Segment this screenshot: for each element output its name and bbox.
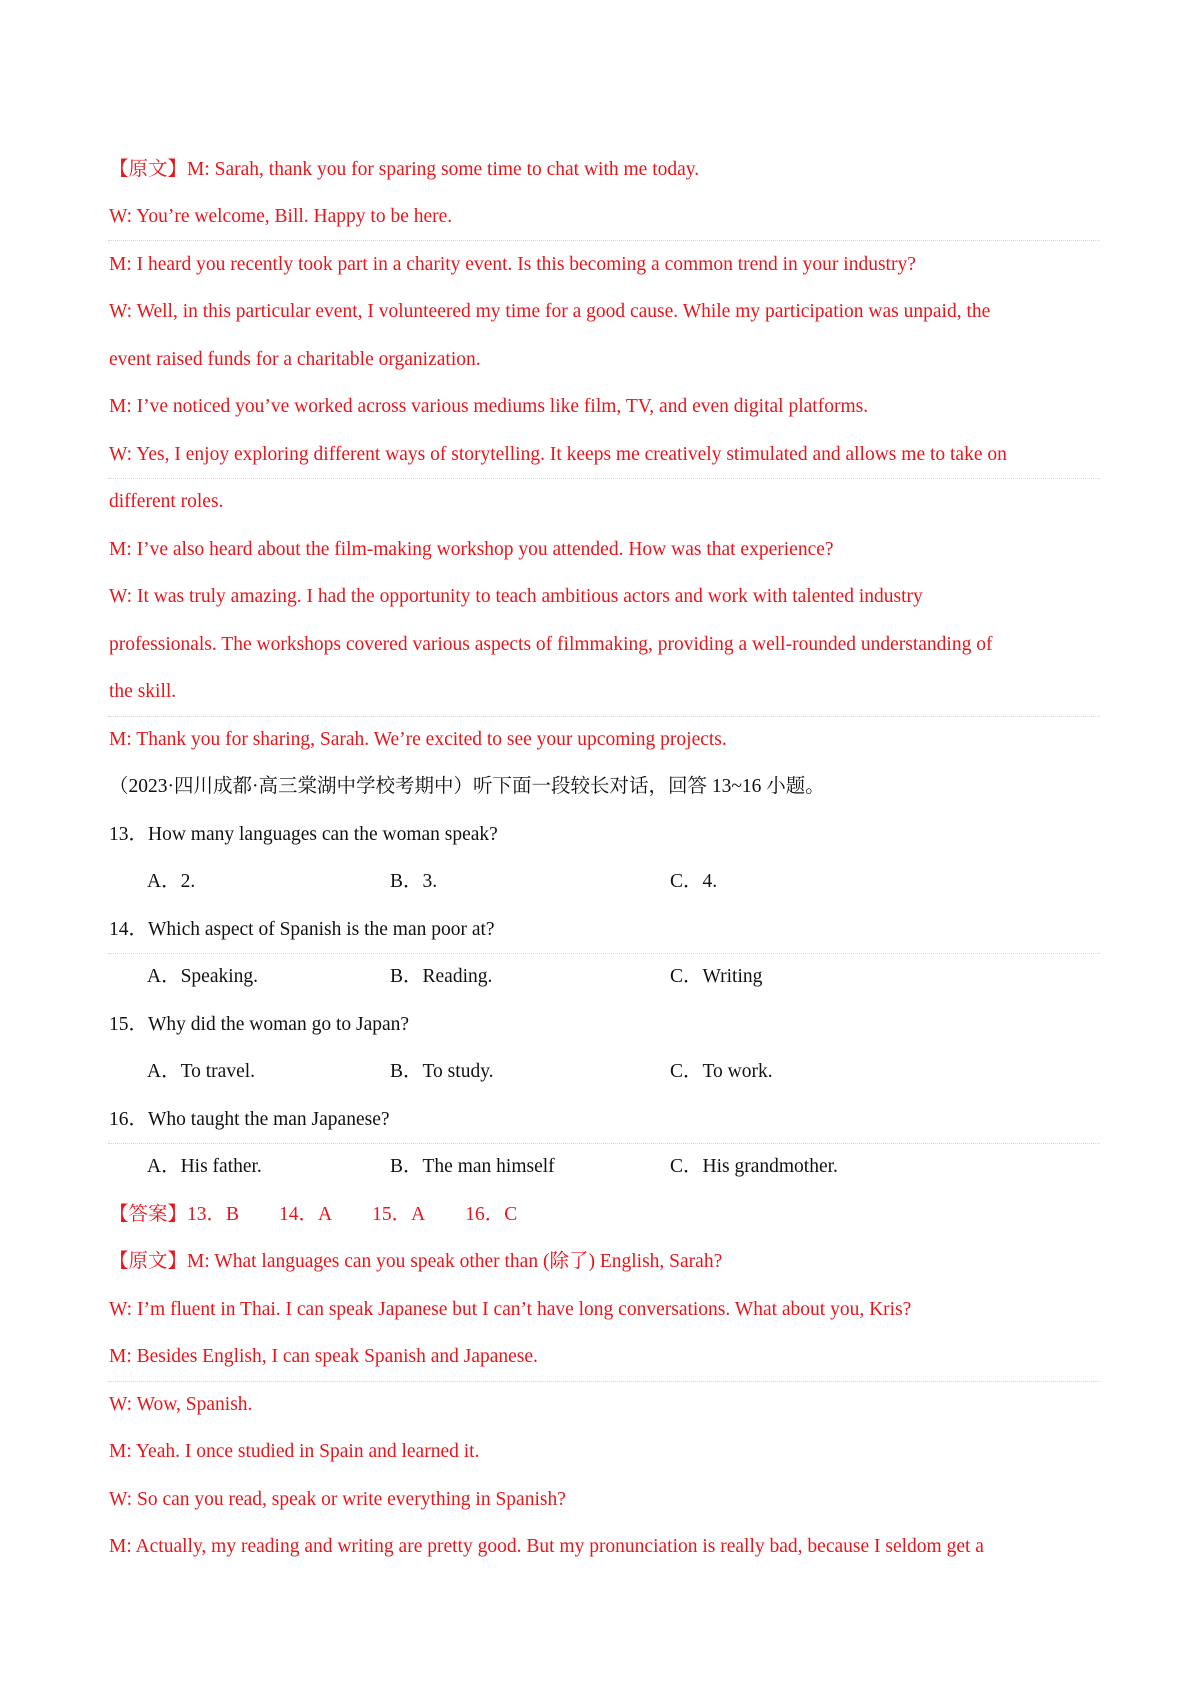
question-number: 16．: [109, 1109, 149, 1130]
answer-key: [109, 1203, 517, 1227]
option-b: B．The man himself: [390, 1156, 555, 1177]
answer-item: 14．A: [279, 1204, 333, 1225]
option-b: B．3.: [390, 871, 438, 892]
separator-line: [108, 716, 1100, 717]
option-b: B．Reading.: [390, 966, 493, 987]
transcript-text: M: Sarah, thank you for sparing some time to chat with me today.: [187, 159, 700, 180]
transcript-line: W: Yes, I enjoy exploring different ways of storytelling. It keeps me creatively stimulated and allows me to take on: [109, 444, 1007, 465]
option-c: C．His grandmother.: [670, 1156, 838, 1177]
question-text: Why did the woman go to Japan?: [148, 1014, 410, 1035]
transcript-line: M: I’ve noticed you’ve worked across various mediums like film, TV, and even digital platforms.: [109, 396, 869, 417]
transcript-line: different roles.: [109, 491, 224, 512]
question-14: [109, 918, 495, 942]
question-number: 14．: [109, 919, 149, 940]
option-c: C．4.: [670, 871, 718, 892]
answer-item: 13．B: [187, 1204, 240, 1225]
option-c: C．To work.: [670, 1061, 773, 1082]
option-a: A．His father.: [147, 1156, 262, 1177]
question-text: How many languages can the woman speak?: [148, 824, 498, 845]
transcript-line: W: Wow, Spanish.: [109, 1394, 253, 1415]
transcript-line: W: It was truly amazing. I had the opportunity to teach ambitious actors and work with talented industry: [109, 586, 923, 607]
question-16: [109, 1108, 390, 1132]
transcript-line: [109, 158, 699, 182]
transcript-line: M: Yeah. I once studied in Spain and learned it.: [109, 1441, 480, 1462]
question-13: [109, 823, 498, 847]
section-header: （2023·四川成都·高三棠湖中学校考期中）听下面一段较长对话，回答 13~16 小题。: [109, 776, 825, 797]
transcript-label: 【原文】: [109, 1251, 188, 1272]
transcript-label: 【原文】: [109, 159, 188, 180]
question-number: 13．: [109, 824, 149, 845]
answer-label: 【答案】: [109, 1204, 188, 1225]
question-text: Which aspect of Spanish is the man poor at?: [148, 919, 495, 940]
transcript-line: M: I’ve also heard about the film-making workshop you attended. How was that experience?: [109, 539, 834, 560]
separator-line: [108, 478, 1100, 479]
answer-item: 15．A: [372, 1204, 426, 1225]
transcript-text: M: What languages can you speak other than (除了) English, Sarah?: [187, 1251, 723, 1272]
transcript-line: M: I heard you recently took part in a charity event. Is this becoming a common trend in your industry?: [109, 254, 916, 275]
question-text: Who taught the man Japanese?: [148, 1109, 390, 1130]
transcript-line: W: You’re welcome, Bill. Happy to be here.: [109, 206, 453, 227]
transcript-line: W: Well, in this particular event, I volunteered my time for a good cause. While my participation was unpaid, the: [109, 301, 991, 322]
separator-line: [108, 1381, 1100, 1382]
transcript-line: M: Actually, my reading and writing are pretty good. But my pronunciation is really bad, because I seldom get a: [109, 1536, 984, 1557]
option-c: C．Writing: [670, 966, 763, 987]
separator-line: [108, 240, 1100, 241]
transcript-line: W: So can you read, speak or write everything in Spanish?: [109, 1489, 566, 1510]
option-a: A．2.: [147, 871, 196, 892]
separator-line: [108, 953, 1100, 954]
transcript-line: professionals. The workshops covered various aspects of filmmaking, providing a well-rounded understanding of: [109, 634, 993, 655]
transcript-line: M: Besides English, I can speak Spanish and Japanese.: [109, 1346, 538, 1367]
transcript-line: M: Thank you for sharing, Sarah. We’re excited to see your upcoming projects.: [109, 729, 727, 750]
separator-line: [108, 1143, 1100, 1144]
transcript-line: the skill.: [109, 681, 177, 702]
transcript-line: W: I’m fluent in Thai. I can speak Japanese but I can’t have long conversations. What about you, Kris?: [109, 1299, 912, 1320]
answer-item: 16．C: [465, 1204, 518, 1225]
option-b: B．To study.: [390, 1061, 494, 1082]
transcript-line: [109, 1250, 722, 1274]
transcript-line: event raised funds for a charitable organization.: [109, 349, 481, 370]
question-15: [109, 1013, 409, 1037]
question-number: 15．: [109, 1014, 149, 1035]
option-a: A．Speaking.: [147, 966, 259, 987]
option-a: A．To travel.: [147, 1061, 256, 1082]
